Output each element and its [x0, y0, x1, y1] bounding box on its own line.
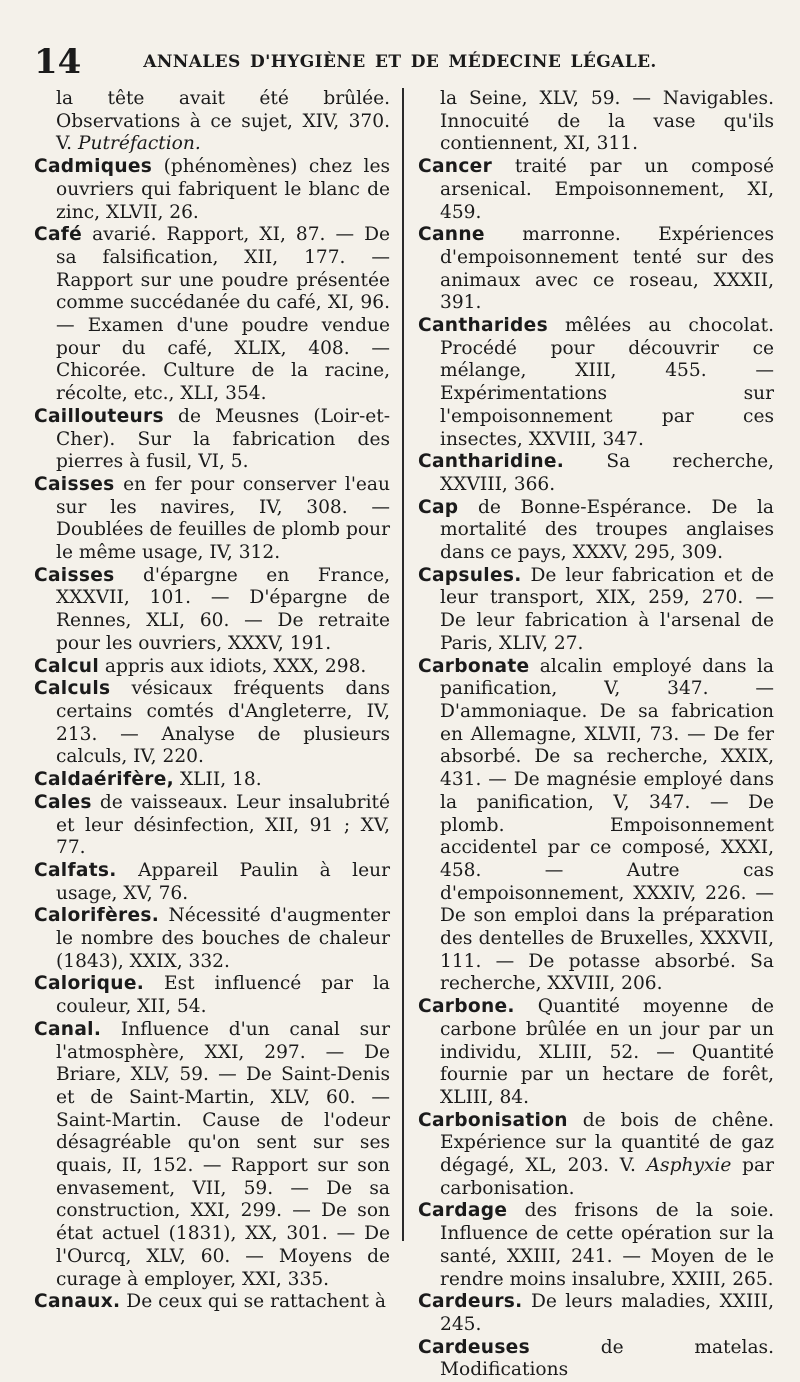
- right-column: [404, 88, 780, 1381]
- entry-text: vésicaux fréquents dans certains comtés d'Angleterre, IV, 213. — Analyse de plusieurs calculs, IV, 220.: [56, 678, 390, 768]
- entry-headword: Canal.: [34, 1018, 102, 1040]
- entry-cross-reference: Putréfaction.: [78, 133, 201, 155]
- index-entry: [34, 88, 390, 156]
- entry-text: alcalin employé dans la panification, V, 347. — D'ammoniaque. De sa fabrication en Allemagne, XLVII, 73. — De fer absorbé. De sa recherche, XXIX, 431. — De magnésie employé dans la panification, V, 347. — De plomb. Empoisonnement accidentel par ce composé, XXXI, 458. — Autre cas d'empoisonnement, XXXIV, 226. — De son emploi dans la préparation des dentelles de Bruxelles, XXXVII, 111. — De potasse absorbé. Sa recherche, XXVIII, 206.: [440, 655, 774, 995]
- index-entry: [418, 1110, 774, 1201]
- entry-text: Appareil Paulin à leur usage, XV, 76.: [56, 859, 390, 904]
- entry-headword: Canne: [418, 224, 485, 246]
- entry-headword: Caisses: [34, 564, 115, 586]
- entry-text-tail: par carbonisation.: [440, 1155, 774, 1199]
- entry-headword: Carbone.: [418, 996, 515, 1018]
- entry-text: traité par un composé arsenical. Empoisonnement, XI, 459.: [440, 156, 774, 223]
- entry-text: (phénomènes) chez les ouvriers qui fabriquent le blanc de zinc, XLVII, 26.: [56, 156, 390, 223]
- entry-headword: Calorifères.: [34, 905, 160, 927]
- entry-headword: Calculs: [34, 678, 111, 700]
- page-number: 14: [34, 42, 82, 82]
- entry-cross-reference: Asphyxie: [646, 1155, 732, 1177]
- entry-headword: Canaux.: [34, 1291, 121, 1313]
- index-entry: [34, 406, 390, 474]
- entry-text: De leurs maladies, XXIII, 245.: [440, 1291, 774, 1335]
- index-entry: [418, 88, 774, 156]
- entry-headword: Cap: [418, 496, 459, 518]
- entry-headword: Cancer: [418, 156, 493, 178]
- index-entry: [418, 156, 774, 224]
- entry-text: marronne. Expériences d'empoisonnement tenté sur des animaux avec ce roseau, XXXII, 391.: [440, 224, 774, 314]
- entry-headword: Café: [34, 224, 83, 246]
- left-column: [28, 88, 402, 1313]
- entry-headword: Carbonisation: [418, 1109, 568, 1131]
- entry-headword: Caillouteurs: [34, 405, 164, 427]
- index-entry: [34, 860, 390, 905]
- entry-text: de Meusnes (Loir-et-Cher). Sur la fabrication des pierres à fusil, VI, 5.: [56, 405, 390, 473]
- entry-text: la Seine, XLV, 59. — Navigables. Innocuité de la vase qu'ils contiennent, XI, 311.: [440, 88, 774, 155]
- entry-headword: Cales: [34, 791, 92, 813]
- entry-headword: Caldaérifère,: [34, 769, 175, 791]
- entry-headword: Capsules.: [418, 564, 522, 586]
- index-entry: [34, 224, 390, 406]
- entry-text: Quantité moyenne de carbone brûlée en un jour par un individu, XLIII, 52. — Quantité fournie par un hectare de forêt, XLIII, 84.: [440, 996, 774, 1108]
- entry-headword: Cardeurs.: [418, 1291, 523, 1313]
- index-entry: [34, 678, 390, 769]
- entry-headword: Calcul: [34, 655, 99, 677]
- index-entry: [418, 1291, 774, 1336]
- index-entry: [418, 565, 774, 656]
- entry-text: des frisons de la soie. Influence de cette opération sur la santé, XXIII, 241. — Moyen de le rendre moins insalubre, XXIII, 265.: [440, 1200, 774, 1290]
- entry-text: d'épargne en France, XXXVII, 101. — D'épargne de Rennes, XLI, 60. — De retraite pour les ouvriers, XXXV, 191.: [56, 564, 390, 654]
- entry-headword: Cadmiques: [34, 156, 153, 178]
- index-entry: [418, 1200, 774, 1291]
- entry-text: appris aux idiots, XXX, 298.: [99, 655, 367, 677]
- entry-headword: Cantharides: [418, 315, 548, 337]
- entry-text: Nécessité d'augmenter le nombre des bouches de chaleur (1843), XXIX, 332.: [56, 905, 390, 972]
- entry-headword: Calfats.: [34, 859, 117, 881]
- entry-headword: Cardage: [418, 1200, 508, 1222]
- entry-text: de bois de chêne. Expérience sur la quantité de gaz dégagé, XL, 203. V.: [440, 1109, 774, 1177]
- index-entry: [418, 315, 774, 451]
- entry-headword: Cantharidine.: [418, 451, 565, 473]
- index-entry: [34, 905, 390, 973]
- index-entry: [34, 565, 390, 656]
- entry-headword: Calorique.: [34, 973, 145, 995]
- index-entry: [418, 224, 774, 315]
- entry-text: De ceux qui se rattachent à: [120, 1291, 386, 1313]
- index-entry: [418, 1337, 774, 1382]
- entry-text: la tête avait été brûlée. Observations à ce sujet, XIV, 370. V.: [56, 88, 390, 155]
- entry-text: avarié. Rapport, XI, 87. — De sa falsification, XII, 177. — Rapport sur une poudre présentée comme succédanée du café, XI, 96. — Examen d'une poudre vendue pour du café, XLIX, 408. — Chicorée. Culture de la racine, récolte, etc., XLI, 354.: [56, 224, 390, 405]
- index-entry: [34, 156, 390, 224]
- running-title: ANNALES D'HYGIÈNE ET DE MÉDECINE LÉGALE.: [143, 52, 657, 72]
- index-entry: [418, 451, 774, 496]
- entry-headword: Carbonate: [418, 655, 530, 677]
- index-entry: [34, 474, 390, 565]
- index-entry: [418, 497, 774, 565]
- entry-text: en fer pour conserver l'eau sur les navires, IV, 308. — Doublées de feuilles de plomb pour le même usage, IV, 312.: [56, 473, 390, 564]
- index-entry: [34, 769, 390, 792]
- index-entry: [34, 792, 390, 860]
- entry-text: Sa recherche, XXVIII, 366.: [440, 451, 774, 495]
- entry-text: XLII, 18.: [174, 769, 262, 791]
- entry-text: Est influencé par la couleur, XII, 54.: [56, 973, 390, 1018]
- index-entry: [34, 973, 390, 1018]
- entry-text: Influence d'un canal sur l'atmosphère, XXI, 297. — De Briare, XLV, 59. — De Saint-Denis et de Saint-Martin, XLV, 60. — Saint-Martin. Cause de l'odeur désagréable qu'on sent sur ses quais, II, 152. — Rapport sur son envasement, VII, 59. — De sa construction, XXI, 299. — De son état actuel (1831), XX, 301. — De l'Ourcq, XLV, 60. — Moyens de curage à employer, XXI, 335.: [56, 1018, 390, 1290]
- entry-text: de vaisseaux. Leur insalubrité et leur désinfection, XII, 91 ; XV, 77.: [56, 791, 390, 859]
- two-column-text: [28, 88, 780, 1381]
- entry-text: De leur fabrication et de leur transport, XIX, 259, 270. — De leur fabrication à l'arsenal de Paris, XLIV, 27.: [440, 564, 774, 654]
- index-entry: [34, 656, 390, 679]
- entry-text: de matelas. Modifications: [440, 1336, 774, 1381]
- entry-text: mêlées au chocolat. Procédé pour découvrir ce mélange, XIII, 455. — Expérimentations sur l'empoisonnement par ces insectes, XXVIII, 347.: [440, 315, 774, 450]
- entry-headword: Cardeuses: [418, 1336, 530, 1358]
- page-header: [28, 44, 772, 80]
- index-entry: [34, 1019, 390, 1291]
- index-entry: [418, 656, 774, 997]
- index-entry: [418, 996, 774, 1110]
- entry-text: de Bonne-Espérance. De la mortalité des troupes anglaises dans ce pays, XXXV, 295, 309.: [440, 496, 774, 564]
- index-entry: [34, 1291, 390, 1314]
- entry-headword: Caisses: [34, 473, 115, 495]
